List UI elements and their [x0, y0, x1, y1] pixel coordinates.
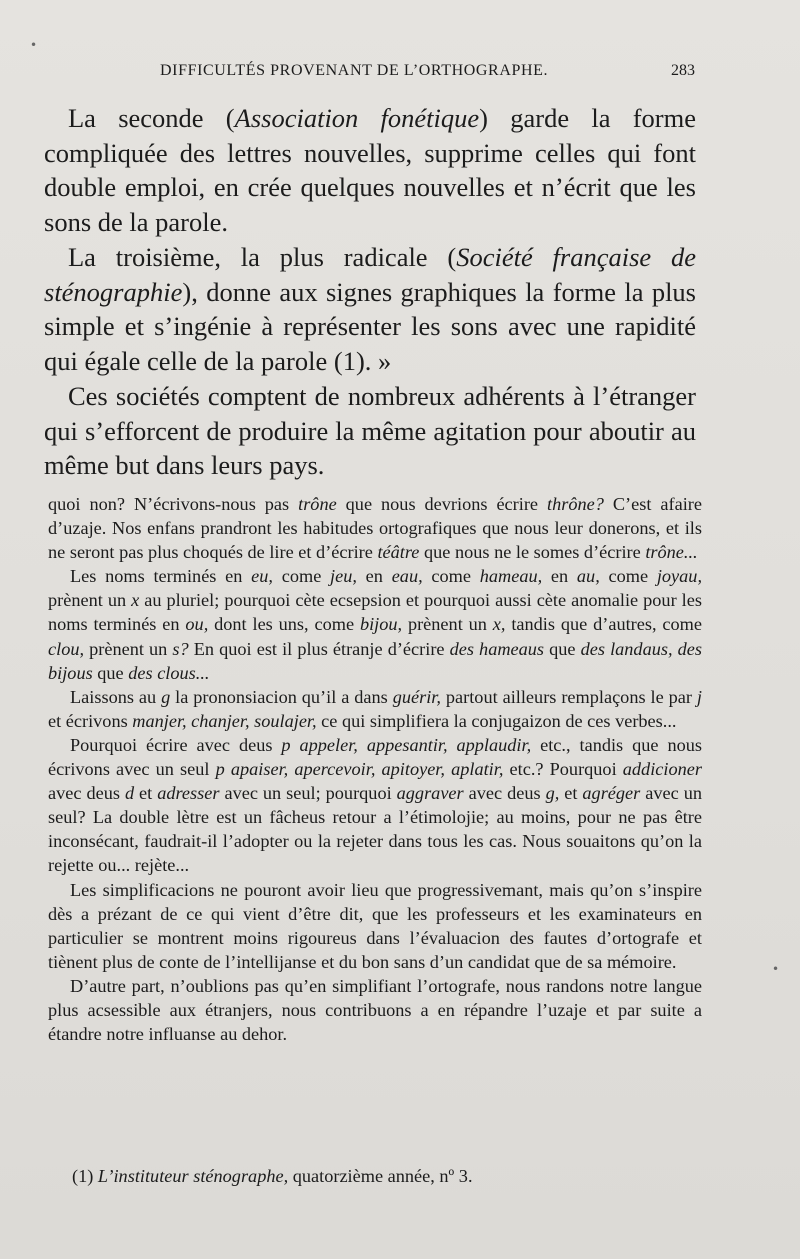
- footnote-marker: (1): [72, 1166, 94, 1186]
- body-paragraph: Ces sociétés comptent de nombreux adhérents à l’étranger qui s’efforcent de produire la même agitation pour aboutir au même but dans leurs pays.: [44, 381, 696, 480]
- footnote-text: quatorzième année, nº 3.: [288, 1166, 473, 1186]
- running-header: [160, 62, 695, 88]
- quotation-paragraph-1: La seconde (Association fonétique) garde la forme compliquée des lettres nouvelles, supprime celles qui font double emploi, en crée quelques nouvelles et n’écrit que les sons de la parole.: [44, 103, 697, 237]
- extract-paragraph-4: Pourquoi écrire avec deus p appeler, appesantir, applaudir, etc., tandis que nous écrivons avec un seul p apaiser, apercevoir, apitoyer, aplatir, etc.? Pourquoi addicioner avec deus d et adresser avec un seul; pourquoi aggraver avec deus g, et agréger avec un seul? La double lètre est un fâcheus retour a l’étimolojie; au moins, pour ne pas être inconsécant, faudrait-il l’adopter ou la rejeter dans tous les cas. Nous souaitons qu’on la rejette ou... rejète...: [48, 734, 702, 876]
- extract-block: [48, 492, 702, 1046]
- extract-paragraph-2: Les noms terminés en eu, come jeu, en eau, come hameau, en au, come joyau, prènent un x au pluriel; pourquoi cète ecsepsion et pourquoi aussi cète anomalie pour les noms terminés en ou, dont les uns, come bijou, prènent un x, tandis que d’autres, come clou, prènent un s? En quoi est il plus étranje d’écrire des hameaus que des landaus, des bijous que des clous...: [48, 566, 703, 683]
- extract-paragraph-5: Les simplificacions ne pouront avoir lieu que progressivemant, mais qu’on s’inspire dès a prézant de ce qui vient d’être dit, que les professeurs et les examinateurs en particulier se montrent moins rigoureus dans l’évaluacion des fautes d’ortografe et tiènent plus de conte de l’intellijanse et du bon sans d’un candidat que de sa mémoire.: [48, 879, 702, 972]
- paper-speck: •: [772, 962, 780, 976]
- extract-paragraph-1: quoi non? N’écrivons-nous pas trône que nous devrions écrire thrône? C’est afaire d’uzaje. Nos enfans prandront les habitudes ortografiques que nous leur donerons, et ils ne seront pas plus choqués de lire et d’écrire téâtre que nous ne le somes d’écrire trône...: [48, 494, 703, 563]
- page-number: 283: [671, 62, 695, 79]
- extract-paragraph-3: Laissons au g la prononsiacion qu’il a dans guérir, partout ailleurs remplaçons le par j et écrivons manjer, chanjer, soulajer, ce qui simplifiera la conjugaizon de ces verbes...: [48, 686, 702, 731]
- paper-speck: •: [30, 38, 38, 52]
- extract-paragraph-6: D’autre part, n’oublions pas qu’en simplifiant l’ortografe, nous randons notre langue plus acsessible aux étranjers, nous contribuons a en répandre l’uzaje et par suite a étandre notre influanse au dehor.: [48, 975, 702, 1045]
- footnote: [72, 1164, 692, 1188]
- footnote-source-title: L’instituteur sténographe,: [97, 1166, 289, 1186]
- quotation-paragraph-2: La troisième, la plus radicale (Société française de sténographie), donne aux signes graphiques la forme la plus simple et s’ingénie à représenter les sons avec une rapidité qui égale celle de la parole (1). »: [44, 242, 696, 376]
- quotation-block: [44, 101, 696, 483]
- running-title: DIFFICULTÉS PROVENANT DE L’ORTHOGRAPHE.: [160, 62, 549, 79]
